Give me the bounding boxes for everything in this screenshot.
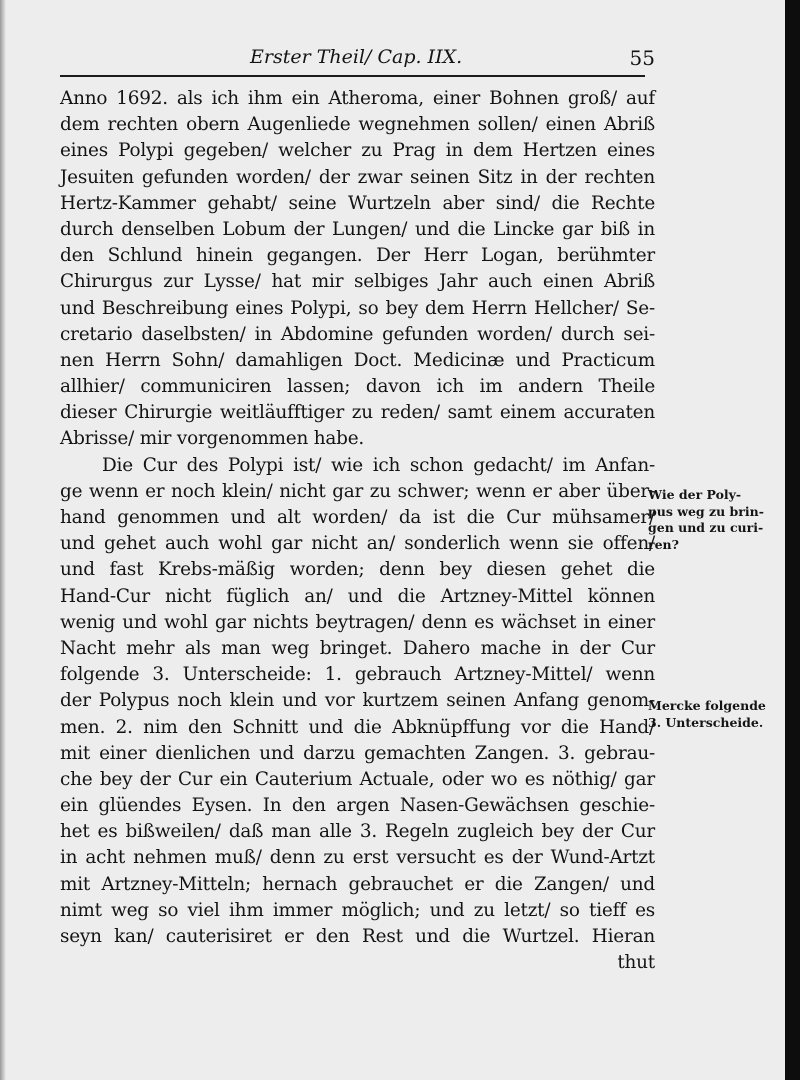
page-header: [60, 44, 655, 74]
margin-note-distinctions: [648, 698, 778, 731]
text-line: Jesuiten gefunden worden/ der zwar seinen Sitz in der rechten: [60, 166, 655, 188]
text-line: seyn kan/ cauterisiret er den Rest und die Wurtzel. Hieran: [60, 926, 655, 947]
text-line: durch denselben Lobum der Lungen/ und die Lincke gar biß in: [60, 218, 655, 240]
text-line: Chirurgus zur Lysse/ hat mir selbiges Jahr auch einen Abriß: [60, 271, 655, 293]
text-line: cretario daselbsten/ in Abdomine gefunden worden/ durch sei-: [60, 323, 655, 345]
text-line: ge wenn er noch klein/ nicht gar zu schwer; wenn er aber über-: [60, 480, 655, 502]
text-line: ein glüendes Eysen. In den argen Nasen-Gewächsen geschie-: [60, 795, 655, 817]
main-text-column: [60, 86, 655, 976]
text-line: het es bißweilen/ daß man alle 3. Regeln zugleich bey der Cur: [60, 821, 655, 843]
page-number: 55: [629, 46, 655, 70]
text-line: mit Artzney-Mitteln; hernach gebrauchet er die Zangen/ und: [60, 873, 655, 895]
margin-note-line: 3. Unterscheide.: [648, 714, 764, 730]
text-line: Hertz-Kammer gehabt/ seine Wurtzeln aber sind/ die Rechte: [60, 192, 655, 214]
running-head: Erster Theil/ Cap. IIX.: [250, 46, 463, 68]
catchword: thut: [617, 952, 655, 974]
header-rule: [60, 75, 645, 77]
margin-note-line: Wie der Poly-: [648, 487, 742, 502]
text-line: in acht nehmen muß/ denn zu erst versucht es der Wund-Artzt: [60, 847, 655, 869]
text-line: und gehet auch wohl gar nicht an/ sonderlich wenn sie offen/: [60, 533, 655, 555]
scan-border: [785, 0, 800, 1080]
margin-note-line: pus weg zu brin-: [648, 503, 764, 519]
margin-note-line: Mercke folgende: [648, 698, 766, 713]
text-line: dem rechten obern Augenliede wegnehmen sollen/ einen Abriß: [60, 114, 655, 136]
text-line: folgende 3. Unterscheide: 1. gebrauch Artzney-Mittel/ wenn: [60, 664, 655, 686]
text-line: nen Herrn Sohn/ damahligen Doct. Medicinæ und Practicum: [60, 349, 655, 371]
text-line: Anno 1692. als ich ihm ein Atheroma, einer Bohnen groß/ auf: [60, 88, 655, 109]
text-line: men. 2. nim den Schnitt und die Abknüpffung vor die Hand/: [60, 716, 655, 738]
text-line: den Schlund hinein gegangen. Der Herr Logan, berühmter: [60, 245, 655, 267]
margin-note-polyp-removal: [648, 487, 778, 553]
text-line: Nacht mehr als man weg bringet. Dahero mache in der Cur: [60, 637, 655, 659]
text-line: der Polypus noch klein und vor kurtzem seinen Anfang genom-: [60, 690, 655, 712]
text-line: Abrisse/ mir vorgenommen habe.: [60, 428, 365, 450]
text-line: nimt weg so viel ihm immer möglich; und zu letzt/ so tieff es: [60, 899, 655, 921]
text-line: dieser Chirurgie weitläufftiger zu reden/ samt einem accuraten: [60, 402, 655, 424]
text-line: eines Polypi gegeben/ welcher zu Prag in dem Hertzen eines: [60, 140, 655, 162]
text-line: allhier/ communiciren lassen; davon ich im andern Theile: [60, 376, 655, 398]
text-line: Hand-Cur nicht füglich an/ und die Artzney-Mittel können: [60, 585, 655, 607]
margin-note-line: gen und zu curi-: [648, 520, 764, 535]
text-line: und fast Krebs-mäßig worden; denn bey diesen gehet die: [60, 559, 655, 581]
text-line: Die Cur des Polypi ist/ wie ich schon gedacht/ im Anfan-: [102, 454, 655, 476]
margin-note-line: ren?: [648, 536, 679, 552]
text-line: che bey der Cur ein Cauterium Actuale, oder wo es nöthig/ gar: [60, 768, 655, 790]
text-line: hand genommen und alt worden/ da ist die Cur mühsamer/: [60, 507, 655, 528]
text-line: und Beschreibung eines Polypi, so bey dem Herrn Hellcher/ Se-: [60, 297, 655, 319]
text-line: wenig und wohl gar nichts beytragen/ denn es wächset in einer: [60, 611, 655, 633]
page-left-edge-shadow: [0, 0, 6, 1080]
text-line: mit einer dienlichen und darzu gemachten Zangen. 3. gebrau-: [60, 742, 655, 764]
